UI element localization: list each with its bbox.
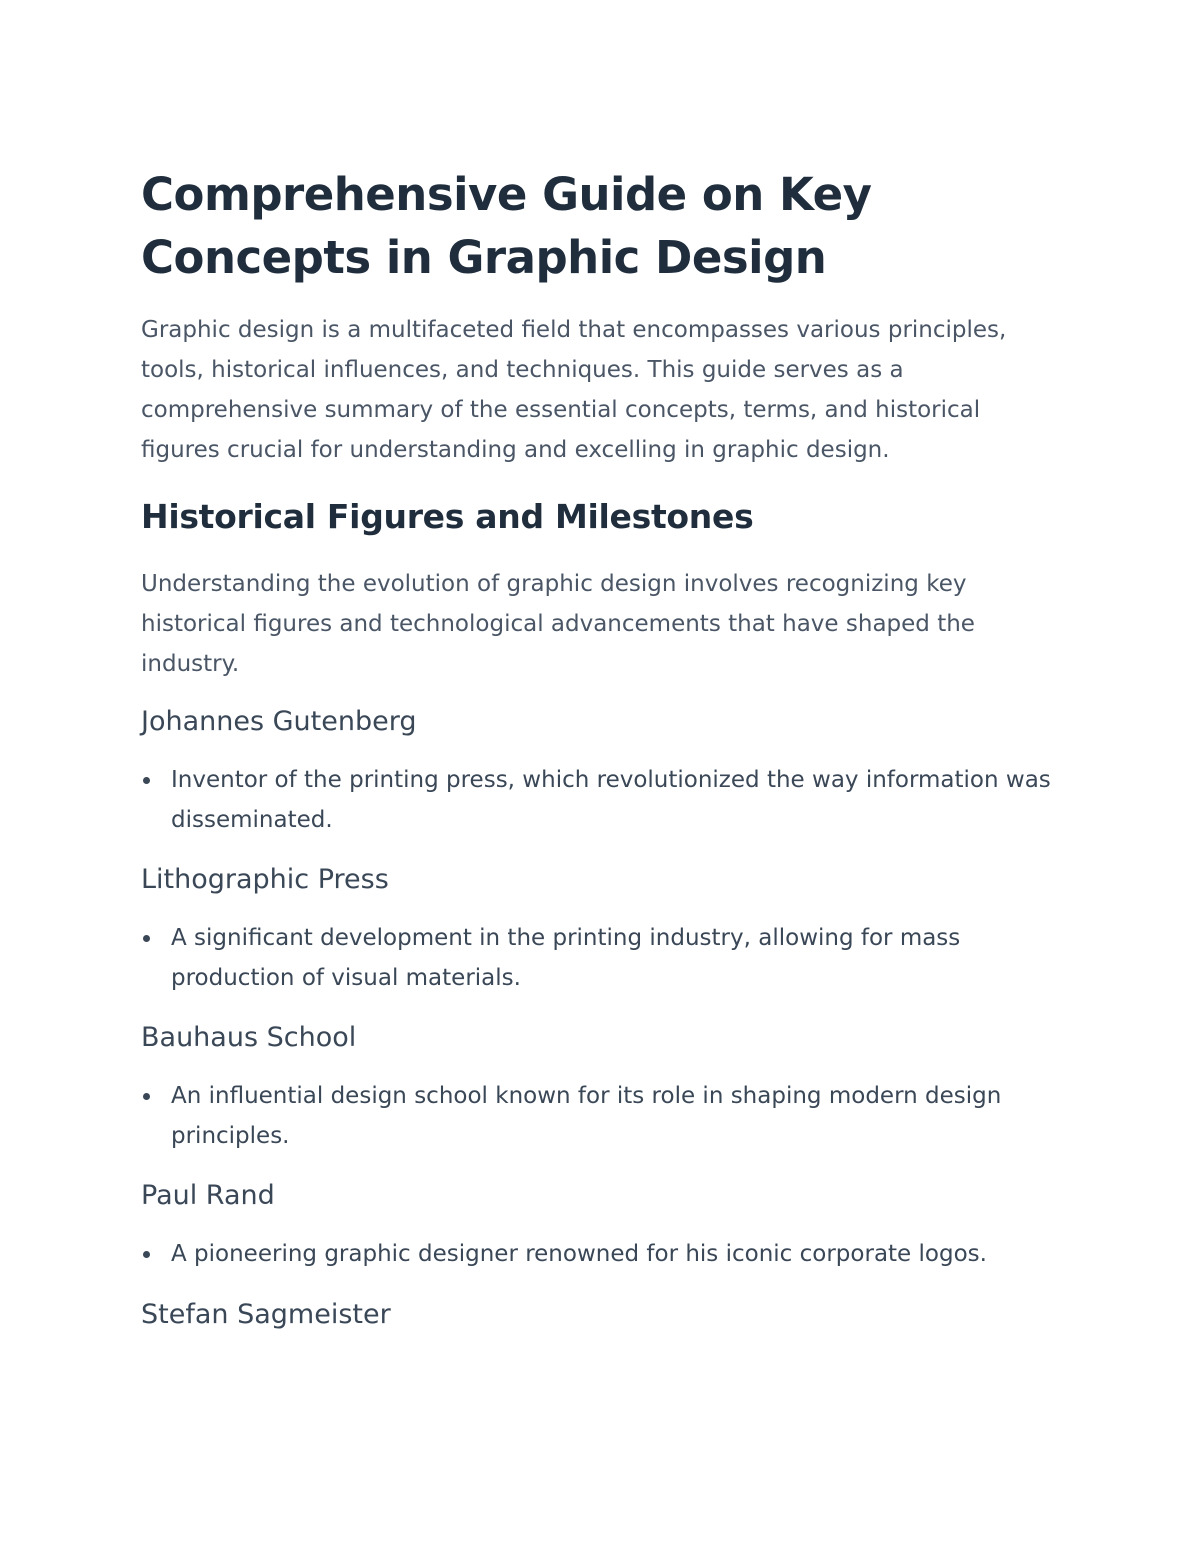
entry-paul-rand xyxy=(141,1176,1061,1274)
list-item-text: A significant development in the printing industry, allowing for mass production of visual materials. xyxy=(171,925,961,991)
section-intro-paragraph: Understanding the evolution of graphic design involves recognizing key historical figures and technological advancements that have shaped the industry. xyxy=(141,571,975,677)
entry-heading: Lithographic Press xyxy=(141,864,389,895)
entry-bauhaus-school xyxy=(141,1018,1061,1156)
entry-bullet-list xyxy=(141,918,1061,998)
bullet-dot-icon xyxy=(143,935,150,942)
list-item xyxy=(141,1076,1061,1156)
list-item xyxy=(141,760,1061,840)
list-item xyxy=(141,918,1061,998)
entry-heading: Johannes Gutenberg xyxy=(141,706,417,737)
list-item xyxy=(141,1234,1061,1274)
entry-heading: Bauhaus School xyxy=(141,1022,357,1053)
section-heading: Historical Figures and Milestones xyxy=(141,497,754,536)
entry-bullet-list xyxy=(141,760,1061,840)
list-item-text: A pioneering graphic designer renowned for his iconic corporate logos. xyxy=(171,1241,987,1267)
entry-bullet-list xyxy=(141,1234,1061,1274)
list-item-text: Inventor of the printing press, which revolutionized the way information was disseminated. xyxy=(171,767,1051,833)
entry-heading: Paul Rand xyxy=(141,1180,275,1211)
entry-stefan-sagmeister xyxy=(141,1295,1061,1335)
entry-johannes-gutenberg xyxy=(141,702,1061,840)
page-title: Comprehensive Guide on Key Concepts in Graphic Design xyxy=(141,168,872,284)
entry-heading: Stefan Sagmeister xyxy=(141,1299,391,1330)
bullet-dot-icon xyxy=(143,777,150,784)
bullet-dot-icon xyxy=(143,1251,150,1258)
entry-lithographic-press xyxy=(141,860,1061,998)
entry-bullet-list xyxy=(141,1076,1061,1156)
bullet-dot-icon xyxy=(143,1093,150,1100)
list-item-text: An influential design school known for its role in shaping modern design principles. xyxy=(171,1083,1002,1149)
intro-paragraph: Graphic design is a multifaceted field that encompasses various principles, tools, historical influences, and techniques. This guide serves as a comprehensive summary of the essential concepts, terms, and historical figures crucial for understanding and excelling in graphic design. xyxy=(141,317,1007,463)
